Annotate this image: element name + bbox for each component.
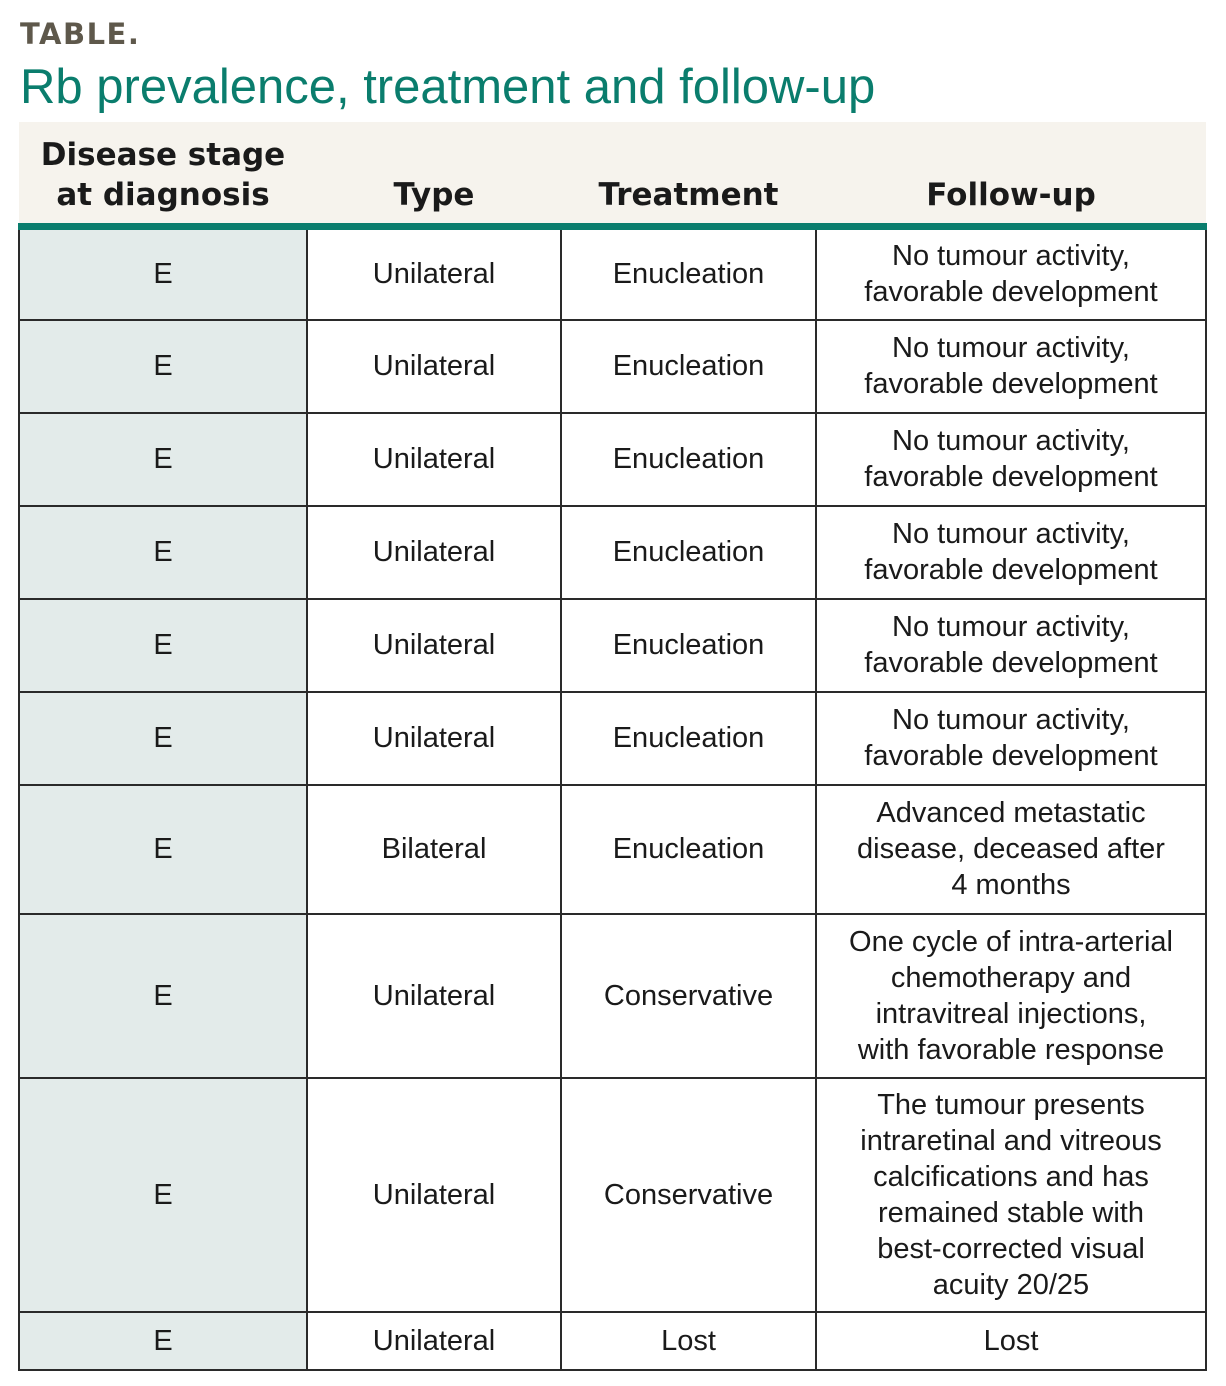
followup-line: No tumour activity, [892,425,1130,457]
rb-table [18,122,1207,1371]
followup-line: One cycle of intra-arterial [849,925,1173,958]
followup-line: acuity 20/25 [932,1268,1090,1301]
cell-type: Unilateral [307,413,561,506]
followup-line: Lost [983,1324,1039,1357]
cell-treatment: Enucleation [561,692,816,785]
followup-line: The tumour presents [877,1088,1145,1121]
table-body [19,227,1206,1370]
header-type: Type [307,122,561,227]
cell-stage: E [19,1078,307,1312]
cell-stage: E [19,320,307,413]
followup-line: favorable development [864,740,1158,772]
cell-followup [816,785,1206,914]
followup-line: favorable development [864,461,1158,493]
cell-type: Unilateral [307,914,561,1078]
followup-line: favorable development [864,368,1158,400]
cell-followup [816,413,1206,506]
cell-treatment: Lost [561,1312,816,1370]
cell-treatment: Conservative [561,914,816,1078]
followup-line: intravitreal injections, [875,997,1147,1030]
cell-treatment: Enucleation [561,413,816,506]
cell-type: Unilateral [307,506,561,599]
followup-line: with favorable response [857,1033,1165,1066]
cell-type: Unilateral [307,320,561,413]
followup-line: best-corrected visual [877,1232,1145,1265]
header-disease-stage [19,122,307,227]
cell-treatment: Enucleation [561,785,816,914]
cell-stage: E [19,599,307,692]
cell-followup [816,227,1206,320]
table-row [19,320,1206,413]
cell-followup [816,1312,1206,1370]
followup-line: 4 months [951,869,1071,901]
table-row [19,506,1206,599]
header-followup: Follow-up [816,122,1206,227]
followup-line: No tumour activity, [892,518,1130,550]
cell-stage: E [19,1312,307,1370]
table-row [19,413,1206,506]
table-row [19,785,1206,914]
cell-stage: E [19,506,307,599]
table-title: Rb prevalence, treatment and follow-up [20,60,876,114]
followup-line: calcifications and has [873,1160,1149,1193]
cell-stage: E [19,785,307,914]
followup-line: favorable development [864,554,1158,586]
followup-line: No tumour activity, [892,332,1130,364]
cell-stage: E [19,692,307,785]
followup-line: No tumour activity, [892,240,1130,273]
cell-treatment: Enucleation [561,320,816,413]
followup-line: favorable development [864,647,1158,679]
table-row [19,599,1206,692]
cell-followup [816,692,1206,785]
cell-treatment: Enucleation [561,506,816,599]
table-row [19,227,1206,320]
cell-treatment: Conservative [561,1078,816,1312]
followup-line: Advanced metastatic [876,797,1146,829]
cell-type: Unilateral [307,599,561,692]
followup-line: chemotherapy and [890,961,1132,994]
cell-followup [816,506,1206,599]
followup-line: favorable development [864,276,1158,309]
cell-type: Bilateral [307,785,561,914]
table-row [19,914,1206,1078]
table-row [19,1078,1206,1312]
cell-type: Unilateral [307,1312,561,1370]
followup-line: remained stable with [878,1196,1144,1229]
cell-treatment: Enucleation [561,599,816,692]
cell-type: Unilateral [307,1078,561,1312]
cell-treatment: Enucleation [561,227,816,320]
table-row [19,692,1206,785]
header-disease-stage-line1: Disease stage [40,137,286,173]
cell-followup [816,914,1206,1078]
header-disease-stage-line2: at diagnosis [56,177,270,213]
table-header [19,122,1206,227]
cell-followup [816,599,1206,692]
table-label: TABLE. [20,17,141,51]
table-row [19,1312,1206,1370]
followup-line: disease, deceased after [857,833,1165,865]
followup-line: No tumour activity, [892,704,1130,736]
cell-type: Unilateral [307,227,561,320]
followup-line: No tumour activity, [892,611,1130,643]
cell-type: Unilateral [307,692,561,785]
cell-stage: E [19,413,307,506]
cell-stage: E [19,914,307,1078]
cell-stage: E [19,227,307,320]
cell-followup [816,1078,1206,1312]
header-treatment: Treatment [561,122,816,227]
followup-line: intraretinal and vitreous [860,1124,1162,1157]
cell-followup [816,320,1206,413]
header-row [19,122,1206,227]
